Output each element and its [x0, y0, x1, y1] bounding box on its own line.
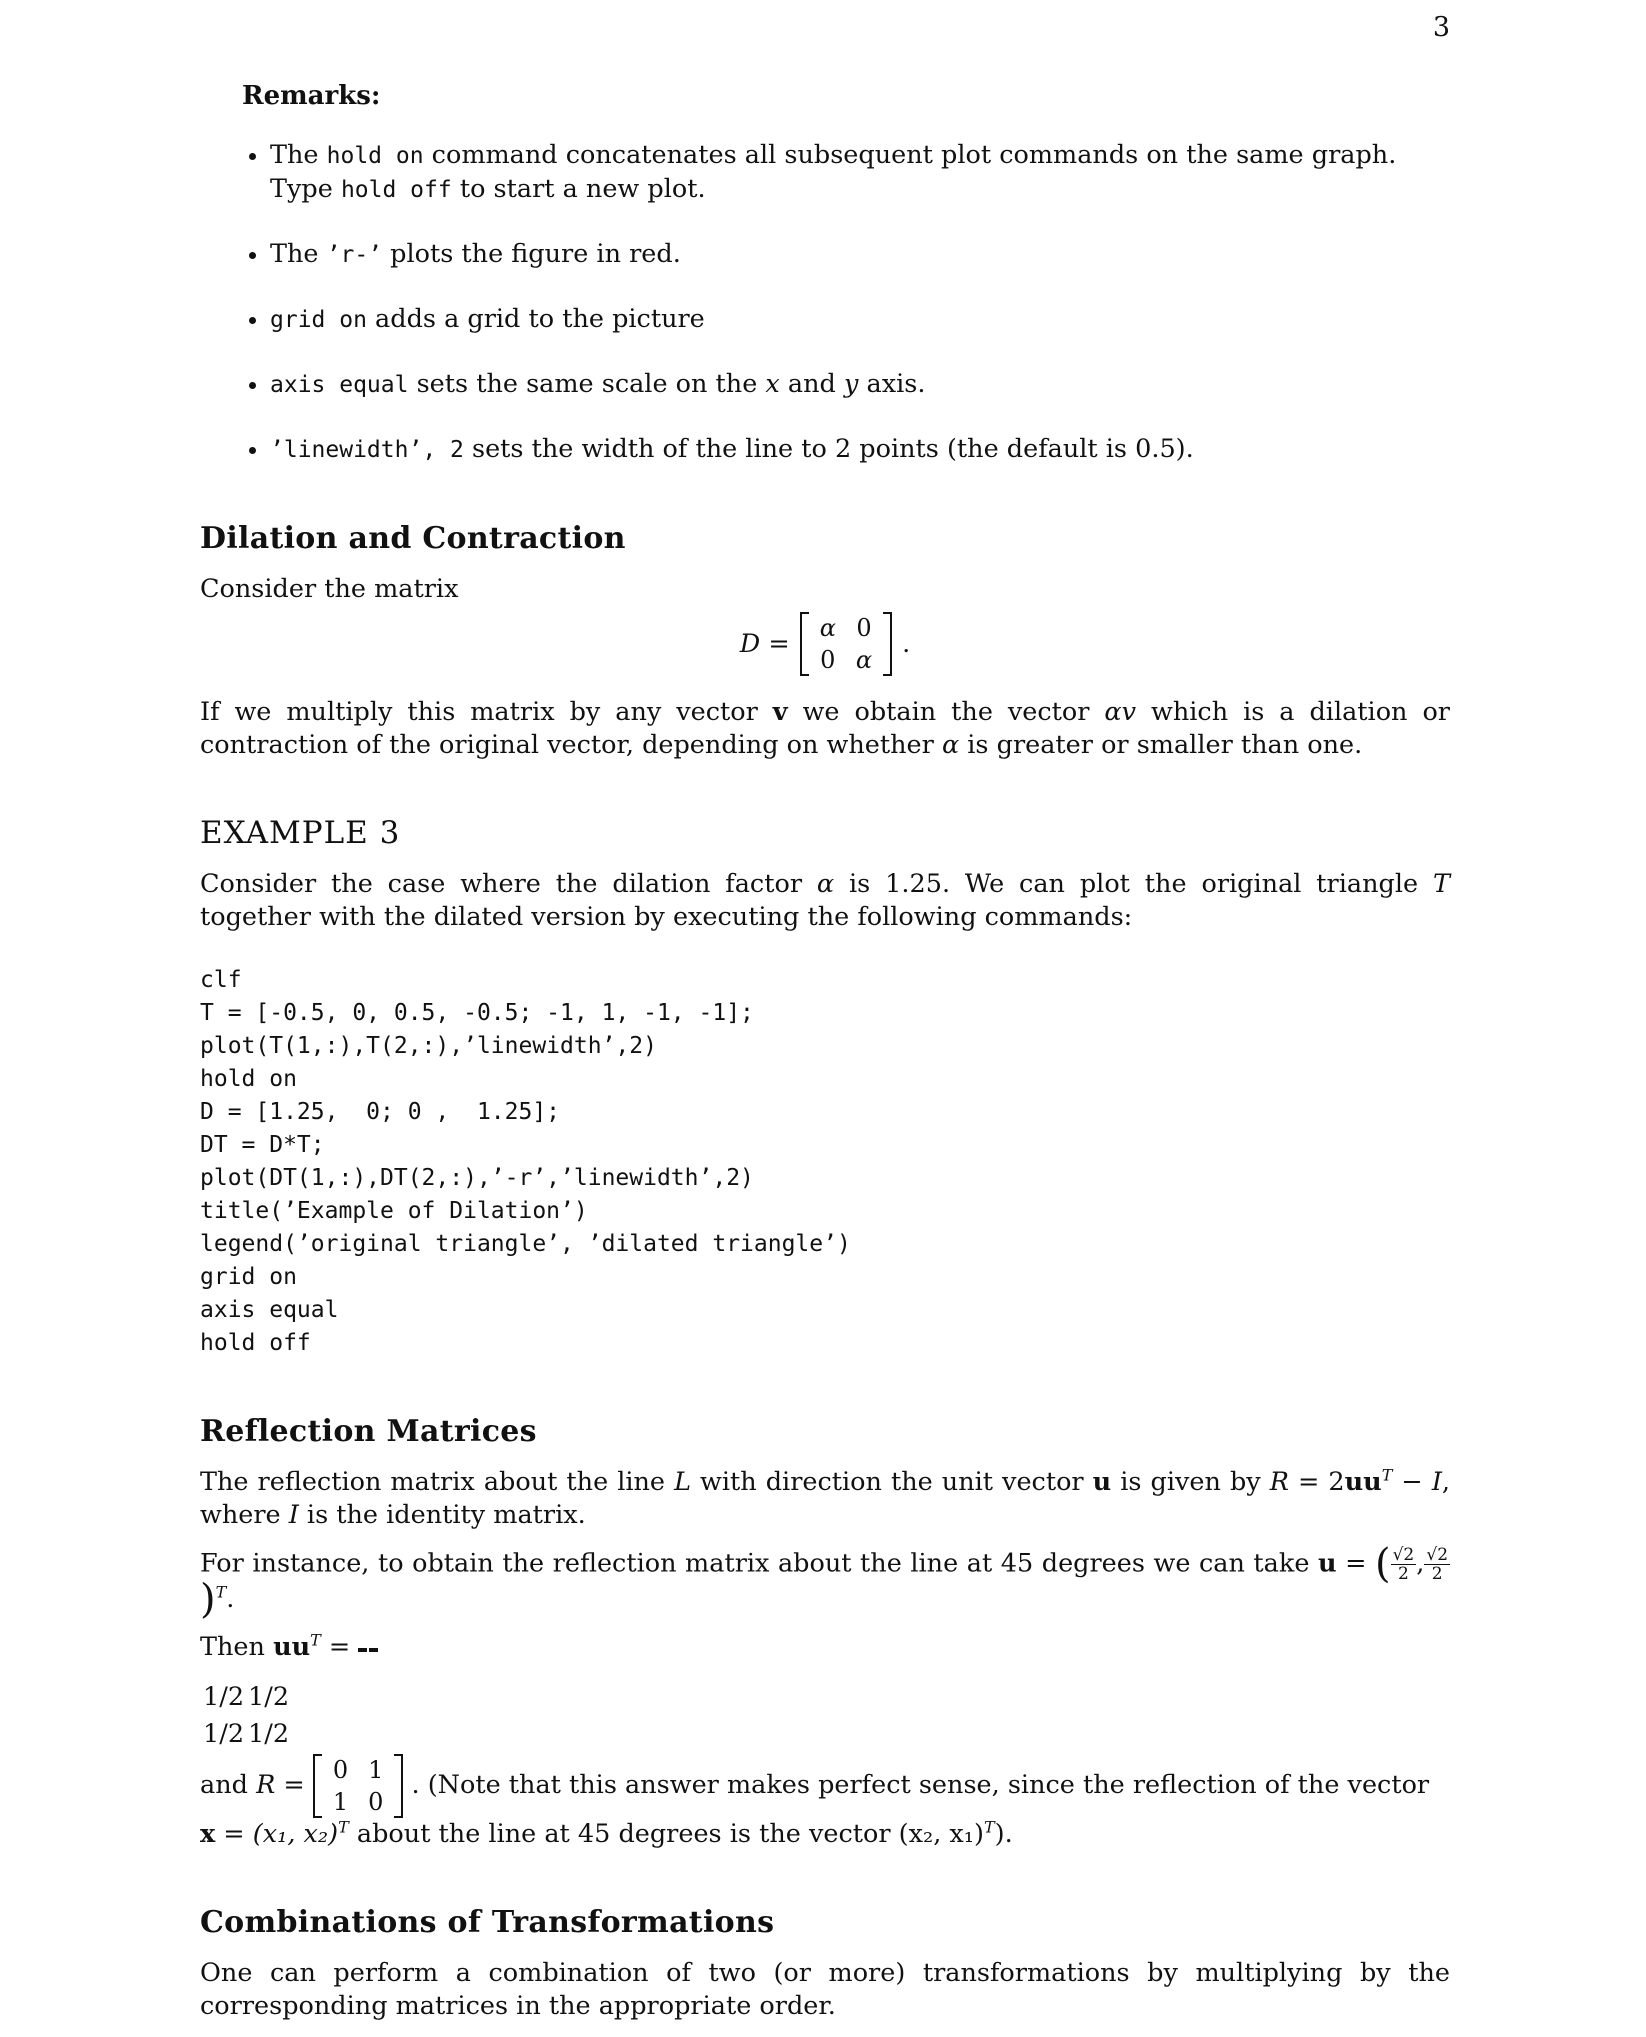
remark-hold-on: • The hold on command concatenates all subsequent plot commands on the same graph. Type hold off to start a new plot. — [270, 139, 1450, 207]
code-line: clf — [200, 967, 242, 993]
reflection-heading: Reflection Matrices — [200, 1414, 537, 1449]
code-line: axis equal — [200, 1297, 339, 1323]
code-line: plot(DT(1,:),DT(2,:),’-r’,’linewidth’,2) — [200, 1165, 754, 1191]
example3-heading: EXAMPLE 3 — [200, 815, 401, 851]
remarks-list — [200, 139, 1450, 467]
code-line: plot(T(1,:),T(2,:),’linewidth’,2) — [200, 1033, 657, 1059]
code-line: hold on — [200, 1066, 297, 1092]
reflection-paragraph-1: The reflection matrix about the line L with direction the unit vector u is given by $R = 2uu^T - I$, where I is the identity matrix. — [200, 1465, 1450, 1530]
matlab-code-block — [200, 964, 1450, 1360]
code-line: legend(’original triangle’, ’dilated triangle’) — [200, 1231, 851, 1257]
remark-red-line: • The ’r-’ plots the figure in red. — [270, 238, 1450, 272]
reflection-paragraph-2: For instance, to obtain the reflection matrix about the line at 45 degrees we can take u = ( $\frac{√2}{2}$ , $\frac{√2}{2}$ )$^T$. — [200, 1541, 1449, 1623]
combinations-heading: Combinations of Transformations — [200, 1904, 775, 1940]
code-line: title(’Example of Dilation’) — [200, 1198, 588, 1224]
code-line: T = [-0.5, 0, 0.5, -0.5; -1, 1, -1, -1]; — [200, 1000, 754, 1026]
dilation-heading: Dilation and Contraction — [200, 521, 626, 556]
code-line: DT = D*T; — [200, 1132, 325, 1158]
dilation-intro: Consider the matrix — [200, 574, 459, 604]
dilation-matrix-display: D = α 0 0 α . — [739, 614, 911, 674]
remark-axis-equal: • axis equal sets the same scale on the x and y axis. — [270, 368, 1450, 402]
code-line: hold off — [200, 1330, 311, 1356]
combinations-paragraph: One can perform a combination of two (or more) transformations by multiplying by the corresponding matrices in the appropriate order. — [200, 1957, 1450, 2021]
remark-grid-on: • grid on adds a grid to the picture — [270, 303, 1450, 337]
page-number: 3 — [1432, 12, 1450, 43]
remark-linewidth: • ’linewidth’, 2 sets the width of the line to 2 points (the default is 0.5). — [270, 433, 1450, 467]
remarks-title: Remarks: — [242, 81, 381, 111]
code-line: D = [1.25, 0; 0 , 1.25]; — [200, 1099, 561, 1125]
reflection-paragraph-3: Then $uu^T$ = — [200, 1630, 359, 1662]
dilation-paragraph: If we multiply this matrix by any vector v we obtain the vector αv which is a dilation or contraction of the original vector, depending on whether α is greater or smaller than one. — [200, 697, 1450, 760]
example3-paragraph: Consider the case where the dilation factor α is 1.25. We can plot the original triangle T together with the dilated version by executing the following commands: — [200, 869, 1451, 932]
page-content: Remarks: • The hold on command concatenates all subsequent plot commands on the same graph. Type hold off to start a new plot. • The ’r-’ plots the figure in red. • grid on adds a grid to the picture • axis equal sets the same scale on the x and y axis. • ’linewidth’, 2 sets the width of the line to 2 points (the default is 0.5). Dilation and Contraction Consider the matrix D = α 0 0 α . If we multiply this matrix by any vector v we obtain the vector αv which is a dilation or contraction of the original vector, depending on whether α is greater or smaller than one. EXAMPLE 3 Consider the case where the dilation factor α is 1.25. We can plot the original triangle T together with the dilated version by executing the following commands: clf T = [-0.5, 0, 0.5, -0.5; -1, 1, -1, -1]; plot(T(1,:),T(2,:),’linewidth’,2) hold on D = [1.25, 0; 0 , 1.25]; DT = D*T; plot(DT(1,:),DT(2,:),’-r’,’linewidth’,2) title(’Example of Dilation’) legend(’original triangle’, ’dilated triangle’) grid on axis equal hold off Reflection Matrices The reflection matrix about the line L with direction the unit vector u is given by $R = 2uu^T - I$, where I is the identity matrix. For instance, to obtain the reflection matrix about the line at 45 degrees we can take u = ( $\frac{√2}{2}$ , $\frac{√2}{2}$ )$^T$. Then $uu^T$ = 1/2 1/2 1/2 1/2 and R = 0 1 1 0 . (Note that this answer makes perfect sense, since the reflection of the vector x = (x₁, x₂)$^T$ about the line at 45 degrees is the vector (x₂, x₁)$^T$). Combinations of Transformations One can perform a combination of two (or more) transformations by multiplying by the corresponding matrices in the appropriate order. — [200, 80, 1450, 2037]
code-line: grid on — [200, 1264, 297, 1290]
matrix-name: D = — [739, 628, 790, 659]
reflection-matrix: 0 1 1 0 — [313, 1754, 404, 1818]
dilation-matrix: α 0 0 α — [800, 612, 892, 676]
